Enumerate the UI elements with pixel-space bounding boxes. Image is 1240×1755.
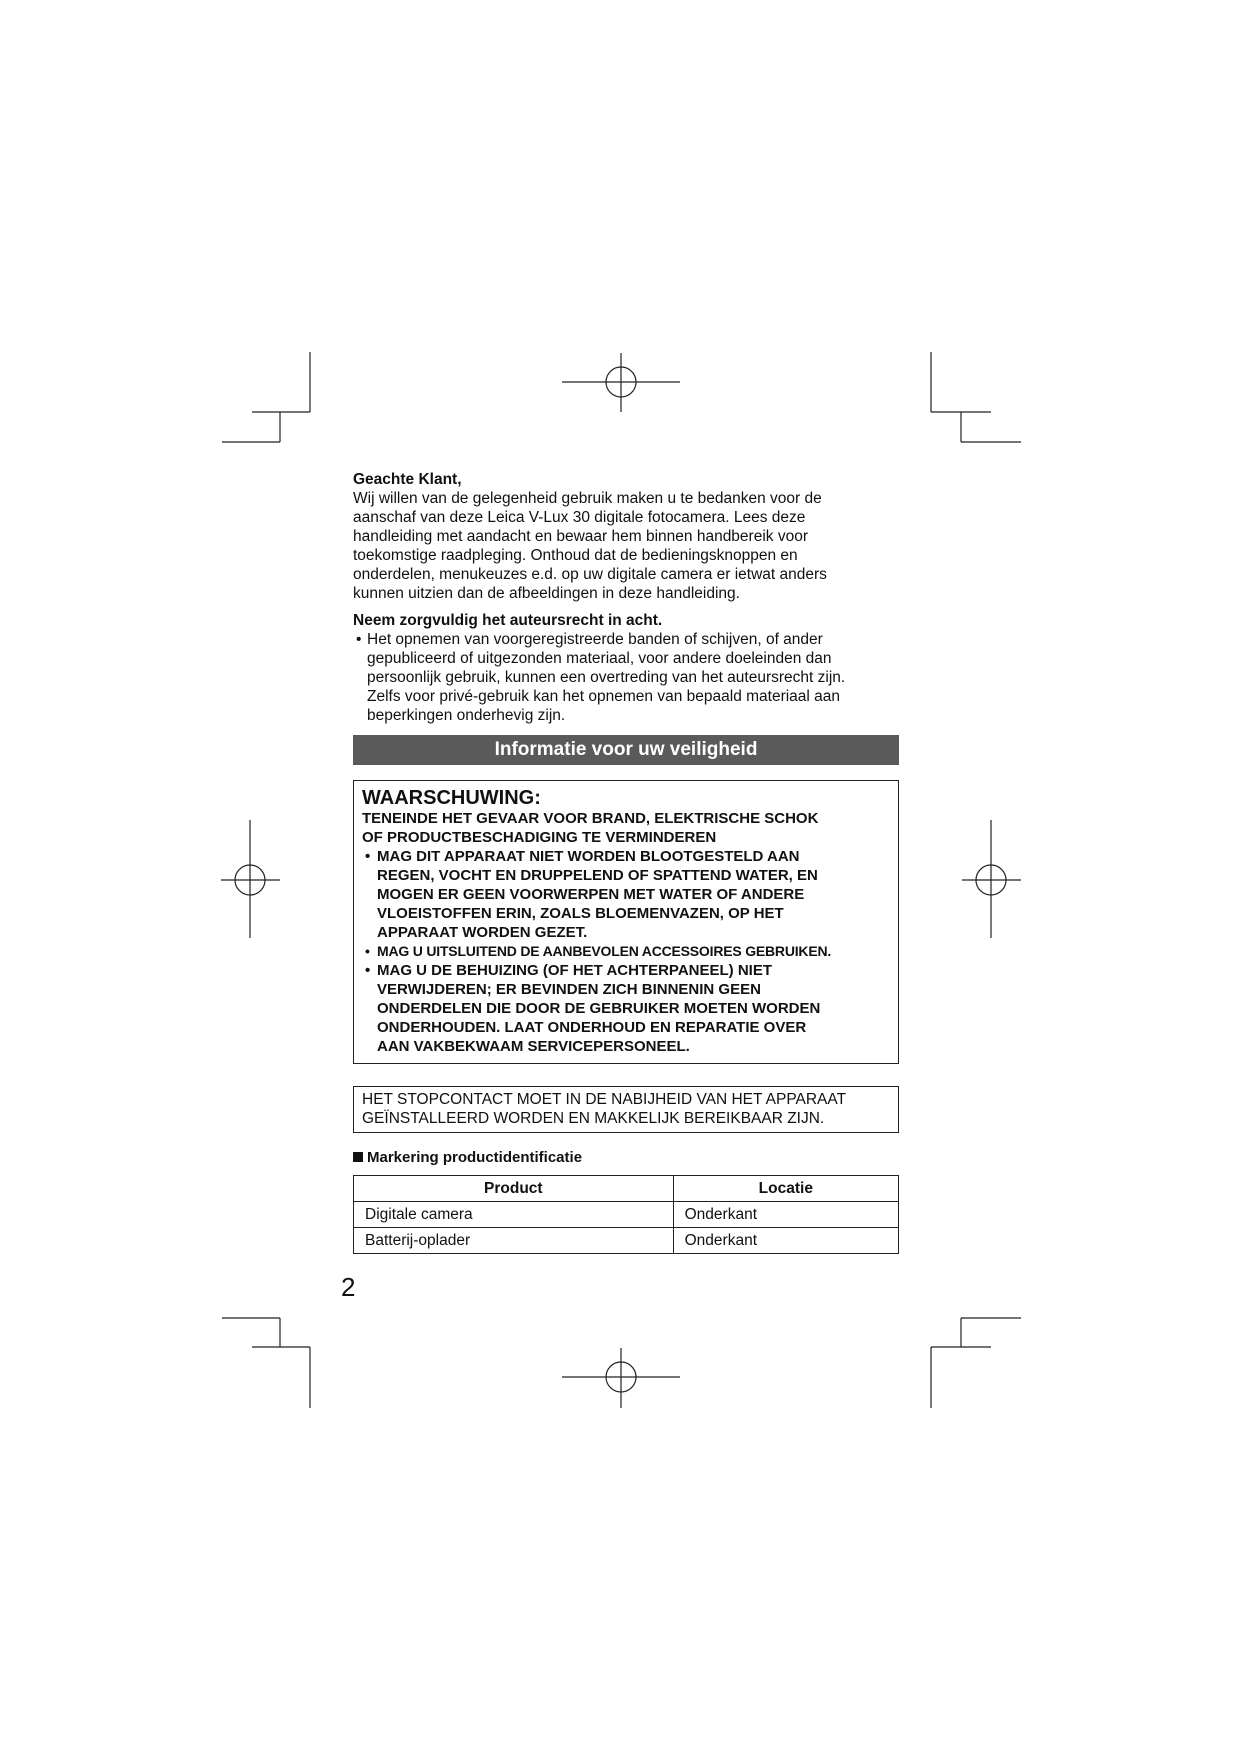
section-heading-safety: Informatie voor uw veiligheid (353, 735, 899, 765)
identification-table (353, 1175, 899, 1254)
intro-line: aanschaf van deze Leica V-Lux 30 digitale fotocamera. Lees deze (353, 509, 806, 526)
bullet-symbol: • (365, 943, 370, 959)
page-content (353, 470, 899, 1254)
greeting: Geachte Klant, (353, 471, 462, 488)
warning-title: WAARSCHUWING: (362, 787, 541, 809)
socket-notice-box (353, 1086, 899, 1133)
table-cell-product: Batterij-oplader (354, 1228, 674, 1254)
warning-line: MOGEN ER GEEN VOORWERPEN MET WATER OF ANDERE (377, 886, 805, 903)
identification-title: Markering productidentificatie (367, 1149, 583, 1166)
copyright-line: gepubliceerd of uitgezonden materiaal, voor andere doeleinden dan (367, 650, 832, 667)
table-cell-location: Onderkant (673, 1202, 898, 1228)
table-row (354, 1202, 899, 1228)
registration-mark-top (562, 353, 680, 412)
copyright-title: Neem zorgvuldig het auteursrecht in acht. (353, 612, 663, 629)
column-header-location: Locatie (673, 1176, 898, 1202)
warning-subtitle-line: TENEINDE HET GEVAAR VOOR BRAND, ELEKTRISCHE SCHOK (362, 810, 819, 827)
warning-line: APPARAAT WORDEN GEZET. (377, 924, 588, 941)
intro-line: Wij willen van de gelegenheid gebruik maken u te bedanken voor de (353, 490, 822, 507)
square-bullet-icon (353, 1152, 363, 1162)
warning-subtitle-line: OF PRODUCTBESCHADIGING TE VERMINDEREN (362, 829, 717, 846)
socket-notice-line: HET STOPCONTACT MOET IN DE NABIJHEID VAN HET APPARAAT (362, 1091, 847, 1108)
warning-item (362, 942, 890, 961)
bullet-symbol: • (365, 848, 371, 865)
bullet-symbol: • (356, 631, 362, 648)
registration-mark-left (221, 820, 280, 938)
intro-line: toekomstige raadpleging. Onthoud dat de bedieningsknoppen en (353, 547, 798, 564)
warning-line: ONDERHOUDEN. LAAT ONDERHOUD EN REPARATIE OVER (377, 1019, 807, 1036)
warning-line: VLOEISTOFFEN ERIN, ZOALS BLOEMENVAZEN, OP HET (377, 905, 784, 922)
copyright-line: Het opnemen van voorgeregistreerde banden of schijven, of ander (367, 631, 823, 648)
column-header-product: Product (354, 1176, 674, 1202)
warning-line: ONDERDELEN DIE DOOR DE GEBRUIKER MOETEN WORDEN (377, 1000, 821, 1017)
crop-mark-top-right (931, 352, 1021, 442)
intro-line: handleiding met aandacht en bewaar hem binnen handbereik voor (353, 528, 808, 545)
warning-line: VERWIJDEREN; ER BEVINDEN ZICH BINNENIN GEEN (377, 981, 761, 998)
intro-line: onderdelen, menukeuzes e.d. op uw digitale camera er ietwat anders (353, 566, 827, 583)
warning-item (362, 847, 890, 942)
copyright-line: persoonlijk gebruik, kunnen een overtreding van het auteursrecht zijn. (367, 669, 846, 686)
copyright-line: Zelfs voor privé-gebruik kan het opnemen van bepaald materiaal aan (367, 688, 841, 705)
registration-mark-right (962, 820, 1021, 938)
bullet-symbol: • (365, 962, 371, 979)
table-header-row (354, 1176, 899, 1202)
crop-mark-bottom-right (931, 1318, 1021, 1408)
warning-item (362, 961, 890, 1056)
warning-box (353, 780, 899, 1064)
table-cell-location: Onderkant (673, 1228, 898, 1254)
crop-mark-bottom-left (222, 1318, 310, 1408)
crop-mark-top-left (222, 352, 310, 442)
table-cell-product: Digitale camera (354, 1202, 674, 1228)
identification-heading (353, 1148, 899, 1167)
warning-subtitle (362, 809, 890, 847)
warning-line: REGEN, VOCHT EN DRUPPELEND OF SPATTEND WATER, EN (377, 867, 818, 884)
intro-paragraph (353, 489, 899, 603)
warning-line: AAN VAKBEKWAAM SERVICEPERSONEEL. (377, 1038, 690, 1055)
page-number: 2 (341, 1272, 356, 1302)
registration-mark-bottom (562, 1348, 680, 1408)
warning-line: MAG U UITSLUITEND DE AANBEVOLEN ACCESSOIRES GEBRUIKEN. (377, 943, 832, 959)
socket-notice-line: GEÏNSTALLEERD WORDEN EN MAKKELIJK BEREIKBAAR ZIJN. (362, 1110, 825, 1127)
warning-line: MAG U DE BEHUIZING (OF HET ACHTERPANEEL) NIET (377, 962, 772, 979)
intro-line: kunnen uitzien dan de afbeeldingen in deze handleiding. (353, 585, 740, 602)
copyright-bullet (353, 630, 899, 725)
table-row (354, 1228, 899, 1254)
warning-line: MAG DIT APPARAAT NIET WORDEN BLOOTGESTELD AAN (377, 848, 800, 865)
copyright-line: beperkingen onderhevig zijn. (367, 707, 566, 724)
